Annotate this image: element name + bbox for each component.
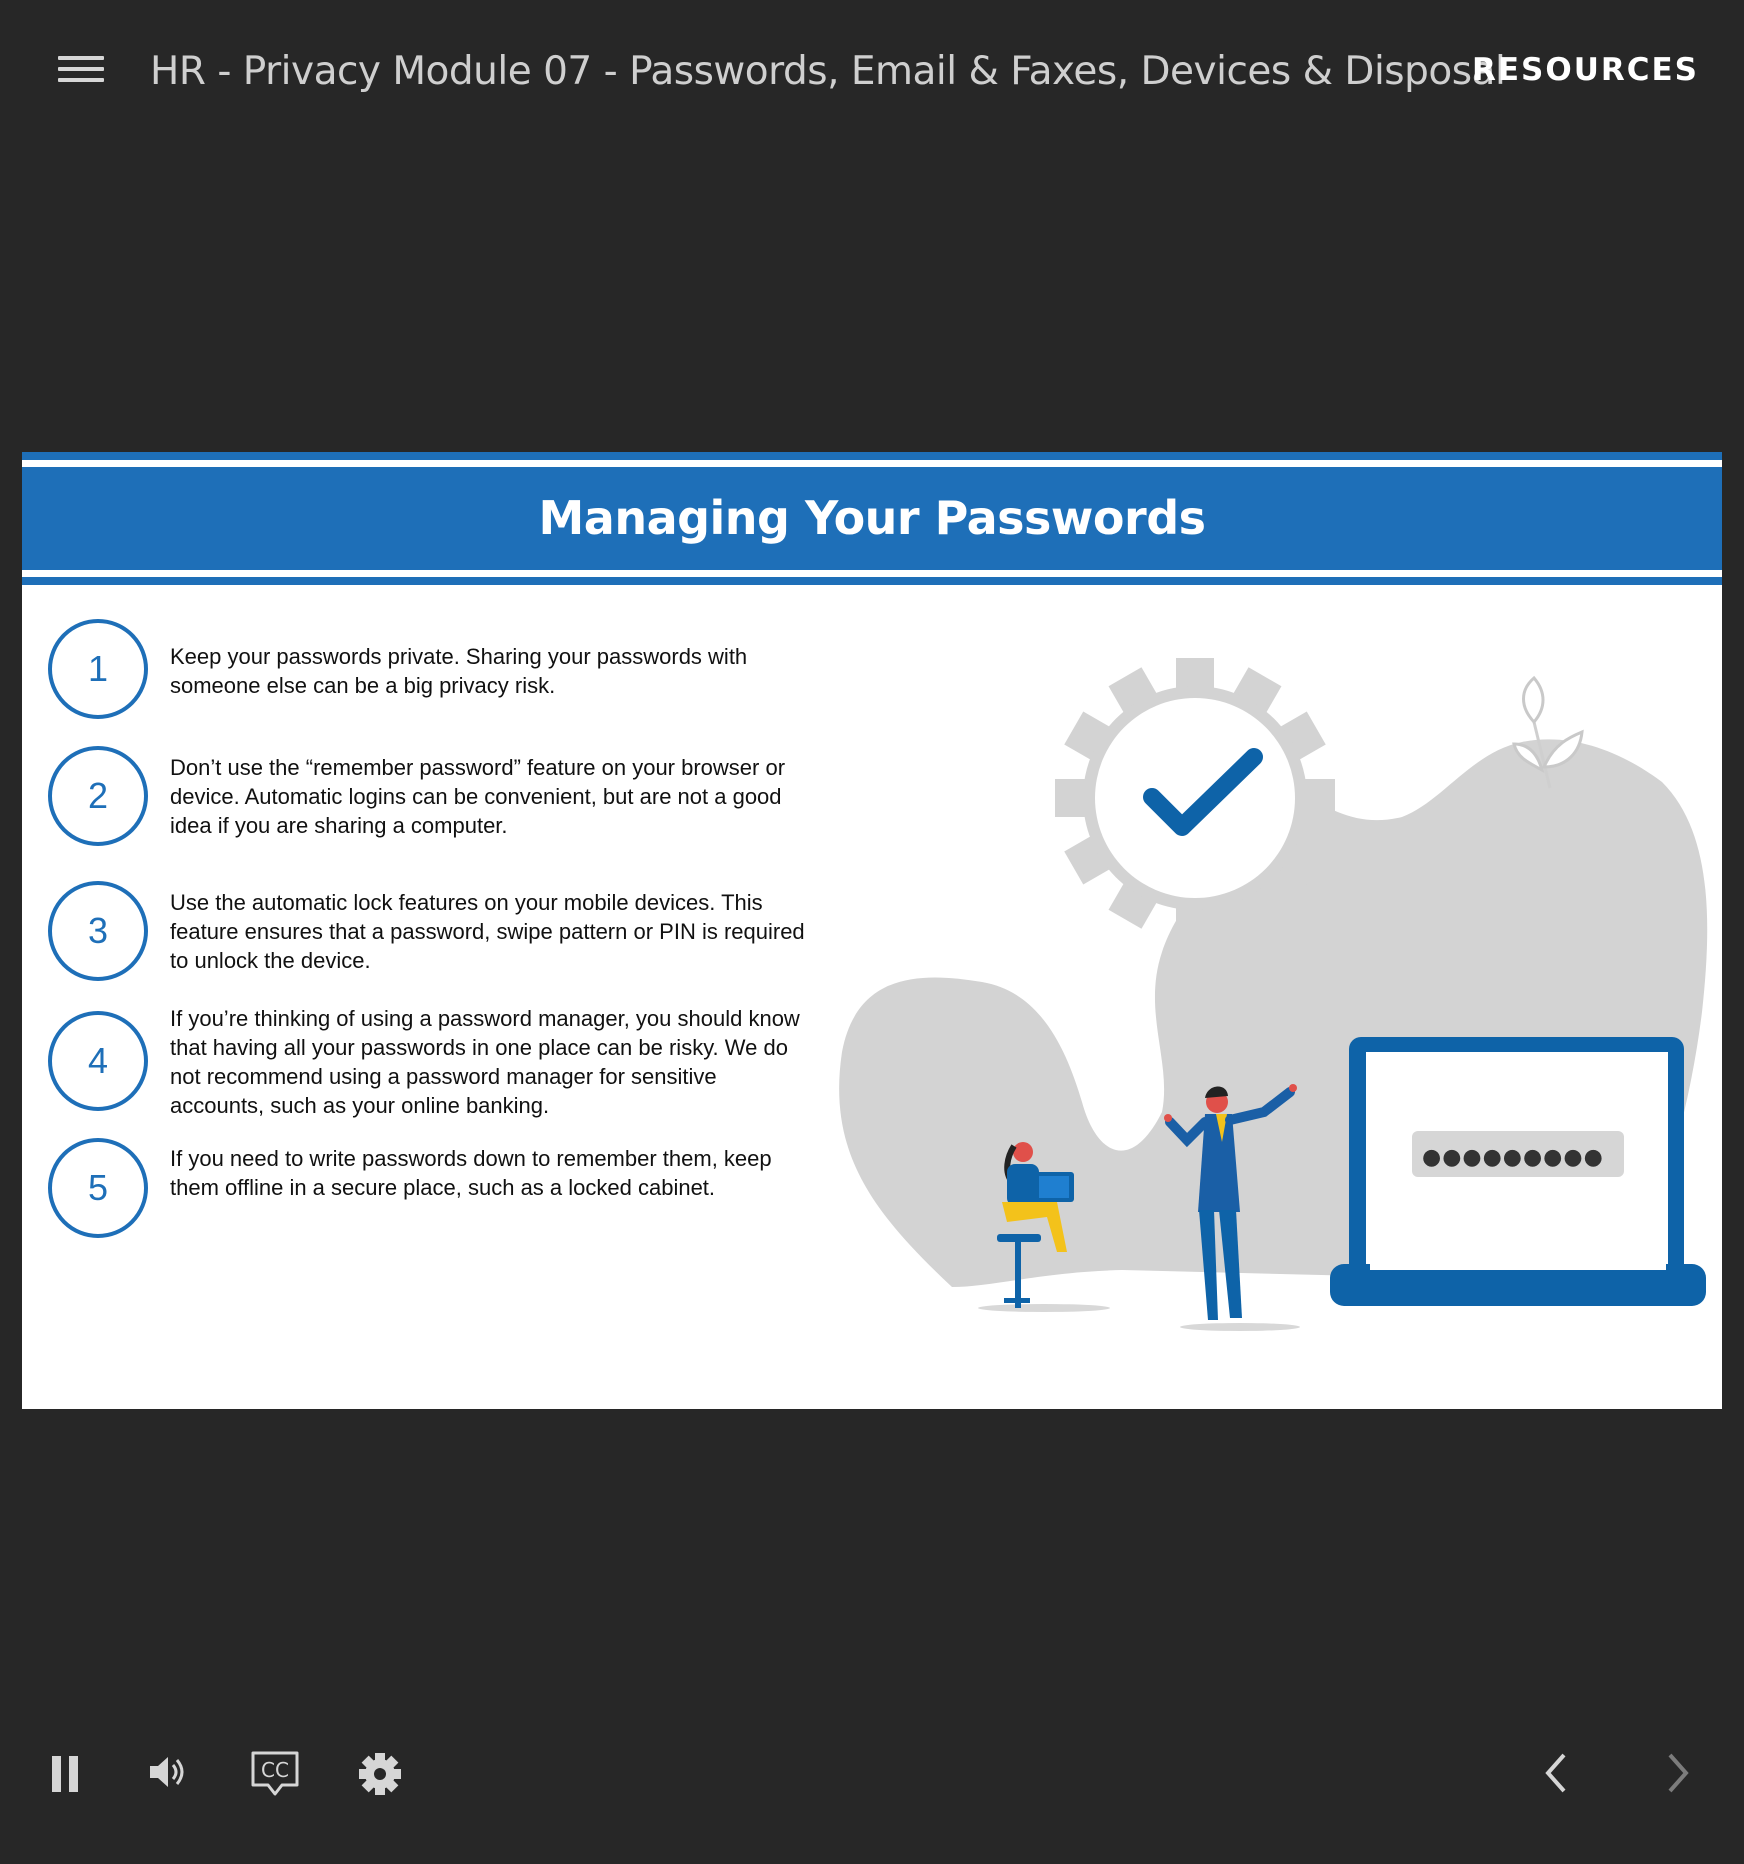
- volume-icon[interactable]: [148, 1752, 192, 1792]
- resources-button[interactable]: RESOURCES: [1471, 52, 1699, 88]
- tip-text: Don’t use the “remember password” feature on your browser or device. Automatic logins can be convenient, but are not a good idea if you are sharing a computer.: [170, 755, 786, 838]
- closed-captions-icon[interactable]: [250, 1750, 300, 1798]
- slide: [22, 452, 1722, 1409]
- password-security-illustration: [822, 637, 1722, 1337]
- player-controls: [0, 1740, 1744, 1840]
- laptop-icon: [1330, 1037, 1706, 1306]
- pause-icon[interactable]: [52, 1756, 80, 1792]
- title-band-top-stripe: [22, 452, 1722, 460]
- top-bar: [0, 0, 1744, 150]
- tip-number-badge: 2: [48, 746, 148, 846]
- tip-number-badge: 3: [48, 881, 148, 981]
- title-band-bottom-stripe: [22, 577, 1722, 585]
- tip-text: If you’re thinking of using a password manager, you should know that having all your passwords in one place can be risky. We do not recommend using a password manager for sensitive accounts, such as your online banking.: [170, 1006, 800, 1118]
- tip-text: Use the automatic lock features on your mobile devices. This feature ensures that a password, swipe pattern or PIN is required to unlock the device.: [170, 890, 805, 973]
- course-title: HR - Privacy Module 07 - Passwords, Email & Faxes, Devices & Disposal: [150, 49, 1506, 94]
- hamburger-menu-icon[interactable]: [58, 56, 104, 88]
- tip-number-badge: 5: [48, 1138, 148, 1238]
- password-field-mask: ●●●●●●●●●: [1422, 1145, 1604, 1170]
- settings-icon[interactable]: [358, 1752, 402, 1796]
- next-icon[interactable]: [1664, 1752, 1692, 1794]
- tip-text: If you need to write passwords down to remember them, keep them offline in a secure place, such as a locked cabinet.: [170, 1146, 772, 1200]
- slide-title: Managing Your Passwords: [538, 491, 1206, 545]
- cc-label: CC: [261, 1758, 289, 1782]
- previous-icon[interactable]: [1542, 1752, 1570, 1794]
- tip-number-badge: 1: [48, 619, 148, 719]
- tip-text: Keep your passwords private. Sharing your passwords with someone else can be a big privacy risk.: [170, 644, 748, 698]
- tip-number-badge: 4: [48, 1011, 148, 1111]
